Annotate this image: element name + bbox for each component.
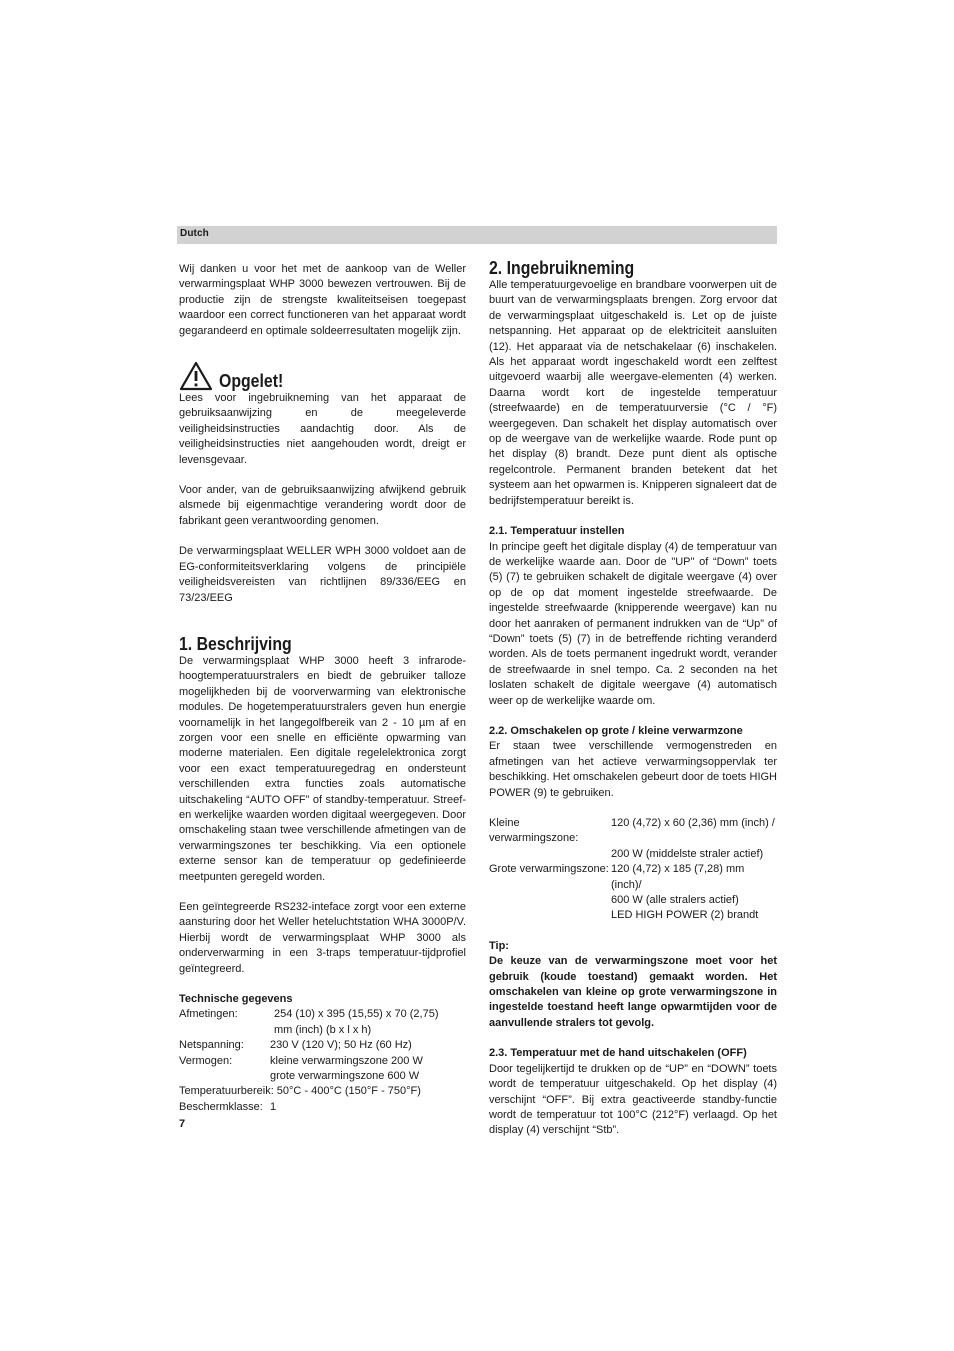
sub22-title: 2.2. Omschakelen op grote / kleine verwarmzone xyxy=(489,724,743,737)
zone-value-groot-3: LED HIGH POWER (2) brandt xyxy=(611,909,759,922)
spec-label-beschermklasse: Beschermklasse: xyxy=(179,1100,263,1113)
zone-value-groot-1: 120 (4,72) x 185 (7,28) mm (inch)/ xyxy=(611,863,745,891)
warning-paragraph-3: De verwarmingsplaat WELLER WPH 3000 voldoet aan de EG-conformiteitsverklaring volgens de principiële veiligheidsvereisten van richtlijnen 89/336/EEG en 73/23/EEG xyxy=(179,545,466,604)
section1-paragraph-1: De verwarmingsplaat WHP 3000 heeft 3 infrarode-hoogtemperatuurstralers en biedt de gebruiker talloze mogelijkheden bij de voorverwarming van elektronische modules. De hogetemperatuurstralers geven hun energie voornamelijk in het langegolfbereik van 2 - 10 µm af en zorgen voor een snelle en efficiënte opwarming van moderne materialen. Een digitale regelelektronica zorgt voor een exact temperatuuregedrag en ondersteunt verschillenden extra functies zoals automatische uitschakeling “AUTO OFF” of standby-temperatuur. Streef- en werkelijke waarden worden digitaal weergegeven. Door omschakeling staan twee verschillende afmetingen van de verwarmingszones ter beschikking. Via een optionele externe sensor kan de temperatuur op gedefinieerde meetpunten geregeld worden. xyxy=(179,654,466,883)
left-column xyxy=(179,262,466,1115)
spec-value-temperatuurbereik: 50°C - 400°C (150°F - 750°F) xyxy=(276,1085,421,1098)
spec-label-temperatuurbereik: Temperatuurbereik: xyxy=(179,1085,274,1098)
intro-paragraph: Wij danken u voor het met de aankoop van de Weller verwarmingsplaat WHP 3000 bewezen vertrouwen. Bij de productie zijn de strengste kwaliteitseisen toegepast waardoor een correct functioneren van het apparaat wordt gegarandeerd en optimale soldeerresultaten mogelijk zijn. xyxy=(179,263,466,337)
sub21-paragraph: In principe geeft het digitale display (4) de temperatuur van de werkelijke waarde aan. Door de "UP" of “Down” toets (5) (7) te gebruiken schakelt de digitale weergave (4) over op de op dat moment ingestelde streefwaarde. De ingestelde streefwaarde (knipperende weergave) kan nu door het aanraken of permanent indrukken van de “Up” of “Down” toets (5) (7) in de betreffende richting veranderd worden. Als de toets permanent ingedrukt wordt, verander de streefwaarde in snel tempo. Ca. 2 seconden na het loslaten schakelt de digitale weergave (4) automatisch weer op de werkelijke waarde om. xyxy=(489,540,777,707)
sub23-title: 2.3. Temperatuur met de hand uitschakelen (OFF) xyxy=(489,1047,747,1060)
spec-label-netspanning: Netspanning: xyxy=(179,1039,244,1052)
zone-value-klein-1: 120 (4,72) x 60 (2,36) mm (inch) / xyxy=(611,817,775,829)
warning-paragraph-1: Lees voor ingebruikneming van het apparaat de gebruiksaanwijzing en de meegeleverde veiligheidsinstructies aandachtig door. Als de veiligheidsinstructies niet aangehouden wordt, dreigt er levensgevaar. xyxy=(179,392,466,466)
tip-paragraph: De keuze van de verwarmingszone moet voor het gebruik (koude toestand) gemaakt worden. Het omschakelen van kleine op grote verwarmingszone in ingestelde toestand heeft lange opwarmtijden voor de aanvullende stralers tot gevolg. xyxy=(489,955,777,1029)
zone-label-klein: Kleine verwarmingszone: xyxy=(489,817,579,845)
zone-value-groot-2: 600 W (alle stralers actief) xyxy=(611,894,739,907)
section1-title: 1. Beschrijving xyxy=(179,633,292,654)
spec-label-afmetingen: Afmetingen: xyxy=(179,1008,238,1021)
sub22-paragraph: Er staan twee verschillende vermogenstreden en afmetingen van het actieve verwarmingsoppervlak ter beschikking. Het omschakelen gebeurt door de toets HIGH POWER (9) te gebruiken. xyxy=(489,740,777,799)
page-number: 7 xyxy=(179,1118,186,1130)
specs-title: Technische gegevens xyxy=(179,993,293,1006)
section2-title: 2. Ingebruikneming xyxy=(489,258,635,278)
zone-label-groot: Grote verwarmingszone: xyxy=(489,863,609,876)
spec-label-vermogen: Vermogen: xyxy=(179,1054,233,1067)
sub21-title: 2.1. Temperatuur instellen xyxy=(489,525,625,538)
zone-value-klein-2: 200 W (middelste straler actief) xyxy=(611,847,764,860)
specs-table xyxy=(179,1007,466,1115)
spec-value-afmetingen: 254 (10) x 395 (15,55) x 70 (2,75) xyxy=(274,1008,439,1021)
section1-paragraph-2: Een geïntegreerde RS232-inteface zorgt voor een externe aansturing door het Weller heteluchtstation WHA 3000P/V. Hierbij wordt de verwarmingsplaat WHP 3000 als onderverwarming in een 3-traps temperatuur-tijdprofiel geïntegreerd. xyxy=(179,901,466,975)
zones-table xyxy=(489,816,777,924)
spec-value-vermogen-1: kleine verwarmingszone 200 W xyxy=(270,1054,423,1067)
spec-value-afmetingen-unit: mm (inch) (b x l x h) xyxy=(274,1023,372,1036)
warning-title: Opgelet! xyxy=(219,371,284,392)
language-label: Dutch xyxy=(180,228,209,239)
spec-value-netspanning: 230 V (120 V); 50 Hz (60 Hz) xyxy=(270,1039,412,1052)
sub23-paragraph: Door tegelijkertijd te drukken op de “UP” en “DOWN” toets wordt de temperatuur uitgeschakeld. Op het display (4) verschijnt “OFF”. Bij extra geactiveerde standby-functie wordt de temperatuur tot 100°C (212°F) verlaagd. Op het display (4) verschijnt “Stb”. xyxy=(489,1062,777,1137)
right-column xyxy=(489,258,777,1139)
spec-value-beschermklasse: 1 xyxy=(270,1100,277,1113)
section2-paragraph: Alle temperatuurgevoelige en brandbare voorwerpen uit de buurt van de verwarmingsplaats brengen. Zorg ervoor dat de verwarmingsplaat uitgeschakeld is. Let op de juiste netspanning. Het apparaat op de elektriciteit aansluiten (12). Het apparaat via de netschakelaar (6) inschakelen. Als het apparaat wordt ingeschakeld wordt een zelftest uitgevoerd waarbij alle weergave-elementen (4) werken. Daarna wordt kort de ingestelde temperatuur (streefwaarde) en de temperatuurversie (°C / °F) weergegeven. Dan schakelt het display automatisch over op de weergave van de werkelijke waarde. Rode punt op het display (8) brandt. Deze punt dient als optische regelcontrole. Permanent branden betekent dat het systeem aan het opwarmen is. Knipperen signaleert dat de bedrijfstemperatuur bereikt is. xyxy=(489,279,777,507)
warning-icon xyxy=(179,361,213,391)
language-bar xyxy=(177,226,777,244)
warning-heading xyxy=(179,359,466,391)
tip-title: Tip: xyxy=(489,939,509,952)
spec-value-vermogen-2: grote verwarmingszone 600 W xyxy=(270,1070,420,1083)
warning-paragraph-2: Voor ander, van de gebruiksaanwijzing afwijkend gebruik alsmede bij eigenmachtige verandering wordt door de fabrikant geen verantwoording genomen. xyxy=(179,484,466,527)
